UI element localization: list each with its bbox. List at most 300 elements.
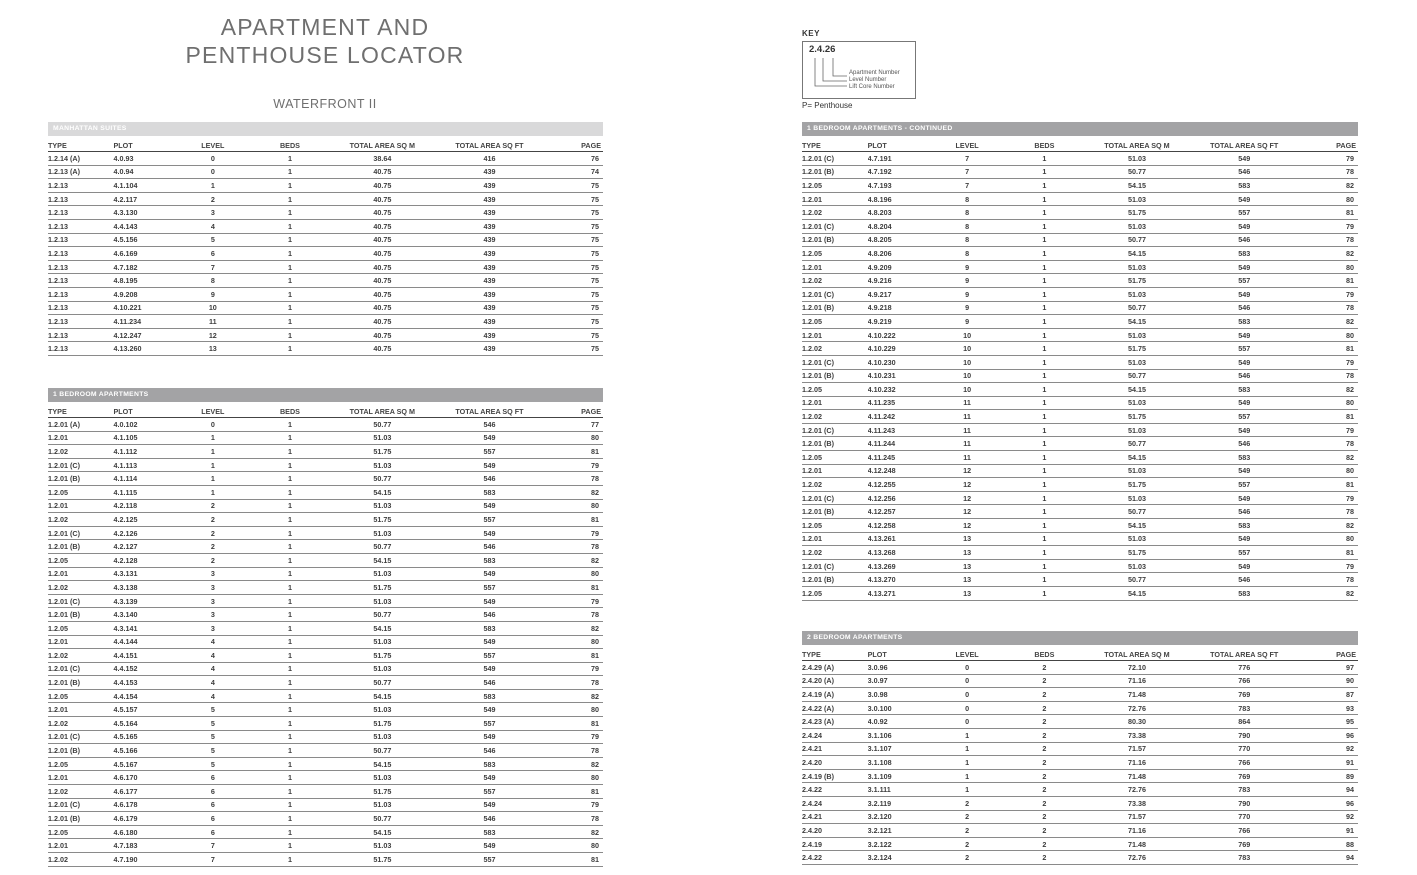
cell-level: 7: [930, 179, 1003, 193]
cell-plot: 4.3.140: [113, 608, 176, 622]
cell-type: 1.2.13: [48, 274, 113, 288]
cell-level: 5: [176, 744, 249, 758]
cell-area-sqm: 51.03: [1085, 287, 1189, 301]
cell-type: 1.2.05: [802, 179, 868, 193]
cell-level: 2: [176, 540, 249, 554]
cell-area-sqft: 549: [434, 798, 544, 812]
cell-area-sqft: 549: [1189, 491, 1300, 505]
cell-beds: 1: [249, 717, 330, 731]
cell-plot: 4.9.217: [868, 287, 931, 301]
cell-area-sqft: 583: [434, 553, 544, 567]
cell-area-sqft: 766: [1189, 824, 1300, 838]
cell-plot: 4.7.193: [868, 179, 931, 193]
penthouse-note: P= Penthouse: [802, 101, 853, 110]
cell-plot: 4.1.113: [113, 458, 176, 472]
cell-level: 12: [930, 491, 1003, 505]
cell-type: 1.2.01 (C): [802, 287, 868, 301]
cell-level: 12: [930, 464, 1003, 478]
cell-page: 78: [545, 744, 603, 758]
cell-area-sqm: 50.77: [330, 472, 434, 486]
cell-area-sqm: 51.03: [330, 567, 434, 581]
cell-type: 1.2.01 (C): [48, 798, 113, 812]
cell-area-sqm: 50.77: [1085, 505, 1189, 519]
table-row: [48, 418, 603, 432]
cell-beds: 2: [1004, 783, 1085, 797]
table-row: [802, 328, 1358, 342]
cell-level: 10: [930, 342, 1003, 356]
cell-area-sqm: 40.75: [330, 165, 434, 179]
cell-type: 1.2.01 (B): [48, 812, 113, 826]
cell-level: 6: [176, 785, 249, 799]
cell-type: 2.4.22 (A): [802, 701, 868, 715]
cell-area-sqm: 54.15: [1085, 383, 1189, 397]
cell-page: 79: [1300, 355, 1358, 369]
cell-level: 10: [176, 301, 249, 315]
cell-type: 1.2.01 (B): [802, 165, 868, 179]
cell-level: 5: [176, 703, 249, 717]
cell-page: 87: [1300, 688, 1358, 702]
cell-type: 1.2.02: [802, 546, 868, 560]
cell-beds: 1: [249, 328, 330, 342]
cell-beds: 1: [249, 219, 330, 233]
cell-level: 2: [176, 499, 249, 513]
column-header-area-sqft: TOTAL AREA SQ FT: [434, 139, 544, 152]
cell-area-sqm: 51.03: [1085, 491, 1189, 505]
cell-type: 1.2.01 (B): [48, 676, 113, 690]
cell-plot: 4.13.260: [113, 342, 176, 356]
cell-plot: 4.2.125: [113, 513, 176, 527]
cell-plot: 3.1.111: [868, 783, 931, 797]
cell-plot: 4.10.221: [113, 301, 176, 315]
cell-plot: 3.1.106: [868, 728, 931, 742]
cell-beds: 1: [249, 621, 330, 635]
cell-area-sqft: 439: [434, 342, 544, 356]
cell-area-sqft: 557: [434, 649, 544, 663]
cell-area-sqm: 51.75: [1085, 478, 1189, 492]
cell-area-sqft: 766: [1189, 674, 1300, 688]
cell-type: 1.2.01 (B): [48, 608, 113, 622]
cell-plot: 4.11.235: [868, 396, 931, 410]
cell-area-sqm: 50.77: [1085, 233, 1189, 247]
table-row: [802, 559, 1358, 573]
cell-area-sqft: 549: [434, 594, 544, 608]
cell-beds: 1: [249, 287, 330, 301]
cell-area-sqft: 549: [1189, 355, 1300, 369]
cell-type: 1.2.13: [48, 301, 113, 315]
cell-page: 81: [545, 581, 603, 595]
table-row: [48, 567, 603, 581]
cell-type: 1.2.02: [802, 342, 868, 356]
cell-plot: 4.12.258: [868, 519, 931, 533]
cell-type: 1.2.01: [802, 464, 868, 478]
cell-beds: 1: [249, 757, 330, 771]
cell-area-sqm: 40.75: [330, 315, 434, 329]
cell-page: 77: [545, 418, 603, 432]
cell-beds: 1: [249, 165, 330, 179]
cell-area-sqft: 583: [1189, 519, 1300, 533]
cell-plot: 4.11.242: [868, 410, 931, 424]
cell-area-sqm: 71.48: [1085, 837, 1189, 851]
cell-page: 78: [545, 540, 603, 554]
cell-area-sqm: 51.03: [330, 499, 434, 513]
cell-area-sqft: 549: [434, 526, 544, 540]
cell-beds: 1: [249, 485, 330, 499]
cell-area-sqft: 546: [1189, 301, 1300, 315]
cell-type: 1.2.01: [48, 499, 113, 513]
cell-level: 6: [176, 771, 249, 785]
section-header: 1 BEDROOM APARTMENTS: [48, 388, 603, 402]
cell-page: 91: [1300, 824, 1358, 838]
cell-plot: 3.1.108: [868, 756, 931, 770]
cell-area-sqft: 439: [434, 165, 544, 179]
cell-beds: 1: [249, 553, 330, 567]
cell-page: 78: [1300, 301, 1358, 315]
cell-page: 81: [1300, 410, 1358, 424]
cell-area-sqft: 769: [1189, 837, 1300, 851]
cell-plot: 4.13.261: [868, 532, 931, 546]
table-row: [48, 635, 603, 649]
table-row: [802, 532, 1358, 546]
cell-page: 74: [545, 165, 603, 179]
cell-area-sqft: 557: [434, 581, 544, 595]
column-header-beds: BEDS: [1004, 648, 1085, 661]
cell-plot: 4.0.94: [113, 165, 176, 179]
cell-type: 1.2.05: [48, 689, 113, 703]
table-row: [802, 546, 1358, 560]
cell-area-sqft: 439: [434, 287, 544, 301]
table-row: [802, 315, 1358, 329]
cell-beds: 1: [249, 703, 330, 717]
cell-beds: 2: [1004, 851, 1085, 865]
cell-page: 81: [545, 445, 603, 459]
cell-plot: 4.3.141: [113, 621, 176, 635]
cell-area-sqm: 50.77: [330, 676, 434, 690]
table-row: [802, 451, 1358, 465]
cell-page: 75: [545, 342, 603, 356]
cell-level: 1: [176, 485, 249, 499]
cell-beds: 1: [1004, 464, 1085, 478]
cell-area-sqft: 557: [1189, 206, 1300, 220]
cell-type: 2.4.23 (A): [802, 715, 868, 729]
cell-plot: 4.1.112: [113, 445, 176, 459]
cell-plot: 4.10.231: [868, 369, 931, 383]
cell-plot: 4.13.268: [868, 546, 931, 560]
cell-beds: 1: [249, 247, 330, 261]
cell-type: 1.2.01: [802, 396, 868, 410]
cell-level: 13: [176, 342, 249, 356]
table-row: [48, 152, 603, 166]
table-row: [48, 274, 603, 288]
cell-level: 6: [176, 812, 249, 826]
cell-level: 12: [930, 478, 1003, 492]
cell-level: 1: [176, 431, 249, 445]
cell-level: 13: [930, 532, 1003, 546]
cell-area-sqft: 790: [1189, 728, 1300, 742]
column-header-plot: PLOT: [868, 648, 931, 661]
cell-area-sqft: 583: [434, 485, 544, 499]
cell-page: 79: [545, 458, 603, 472]
cell-level: 6: [176, 825, 249, 839]
cell-beds: 1: [249, 676, 330, 690]
cell-level: 7: [930, 152, 1003, 166]
cell-area-sqft: 549: [434, 567, 544, 581]
cell-type: 1.2.01 (B): [802, 437, 868, 451]
cell-page: 81: [545, 853, 603, 867]
cell-page: 78: [1300, 233, 1358, 247]
cell-plot: 4.8.205: [868, 233, 931, 247]
cell-area-sqm: 40.75: [330, 206, 434, 220]
cell-area-sqft: 549: [434, 499, 544, 513]
cell-area-sqm: 40.75: [330, 192, 434, 206]
column-header-page: PAGE: [545, 139, 603, 152]
cell-level: 5: [176, 757, 249, 771]
cell-page: 78: [1300, 165, 1358, 179]
cell-plot: 4.8.203: [868, 206, 931, 220]
table-row: [48, 540, 603, 554]
cell-type: 2.4.29 (A): [802, 661, 868, 675]
cell-level: 8: [930, 206, 1003, 220]
cell-area-sqm: 50.77: [330, 540, 434, 554]
cell-beds: 1: [1004, 491, 1085, 505]
cell-area-sqm: 50.77: [1085, 301, 1189, 315]
cell-area-sqm: 50.77: [1085, 165, 1189, 179]
table-row: [802, 519, 1358, 533]
cell-plot: 3.0.97: [868, 674, 931, 688]
table-row: [48, 472, 603, 486]
cell-page: 75: [545, 192, 603, 206]
cell-level: 12: [930, 519, 1003, 533]
cell-plot: 4.4.152: [113, 662, 176, 676]
table-row: [48, 771, 603, 785]
cell-type: 1.2.13: [48, 192, 113, 206]
cell-type: 2.4.20: [802, 824, 868, 838]
cell-type: 1.2.13: [48, 206, 113, 220]
cell-type: 1.2.01 (B): [802, 233, 868, 247]
cell-level: 1: [176, 445, 249, 459]
cell-level: 8: [930, 219, 1003, 233]
cell-type: 1.2.01 (B): [48, 472, 113, 486]
cell-plot: 4.8.195: [113, 274, 176, 288]
table-row: [48, 445, 603, 459]
cell-area-sqm: 51.75: [330, 717, 434, 731]
key-line-apartment: Apartment Number: [849, 70, 900, 76]
cell-page: 81: [545, 717, 603, 731]
cell-beds: 1: [249, 472, 330, 486]
table-row: [802, 437, 1358, 451]
table-row: [48, 785, 603, 799]
cell-level: 9: [176, 287, 249, 301]
cell-type: 1.2.05: [48, 825, 113, 839]
cell-area-sqft: 546: [434, 608, 544, 622]
cell-beds: 1: [249, 785, 330, 799]
cell-beds: 1: [1004, 478, 1085, 492]
column-header-plot: PLOT: [113, 139, 176, 152]
cell-plot: 4.1.115: [113, 485, 176, 499]
cell-area-sqm: 51.03: [1085, 559, 1189, 573]
column-header-level: LEVEL: [176, 405, 249, 418]
cell-area-sqft: 546: [1189, 165, 1300, 179]
cell-page: 78: [545, 608, 603, 622]
cell-area-sqft: 546: [1189, 505, 1300, 519]
cell-page: 78: [1300, 437, 1358, 451]
cell-area-sqft: 546: [434, 744, 544, 758]
table-row: [48, 206, 603, 220]
table-row: [48, 431, 603, 445]
cell-type: 1.2.01: [48, 771, 113, 785]
cell-plot: 4.3.139: [113, 594, 176, 608]
column-header-page: PAGE: [545, 405, 603, 418]
cell-beds: 1: [1004, 192, 1085, 206]
cell-type: 1.2.02: [802, 410, 868, 424]
cell-area-sqft: 557: [1189, 410, 1300, 424]
cell-area-sqm: 51.03: [1085, 328, 1189, 342]
cell-level: 8: [176, 274, 249, 288]
cell-beds: 1: [249, 431, 330, 445]
table-row: [48, 676, 603, 690]
cell-page: 80: [1300, 532, 1358, 546]
cell-area-sqm: 54.15: [1085, 451, 1189, 465]
cell-area-sqm: 51.75: [330, 581, 434, 595]
cell-page: 79: [545, 526, 603, 540]
cell-area-sqm: 72.76: [1085, 783, 1189, 797]
cell-page: 82: [545, 757, 603, 771]
cell-level: 3: [176, 567, 249, 581]
cell-type: 1.2.01: [802, 192, 868, 206]
table-row: [802, 342, 1358, 356]
cell-beds: 1: [249, 744, 330, 758]
table-row: [48, 287, 603, 301]
cell-plot: 4.5.166: [113, 744, 176, 758]
cell-page: 82: [545, 621, 603, 635]
cell-area-sqm: 40.75: [330, 179, 434, 193]
cell-level: 10: [930, 328, 1003, 342]
cell-beds: 2: [1004, 756, 1085, 770]
cell-plot: 4.0.92: [868, 715, 931, 729]
cell-beds: 1: [249, 513, 330, 527]
table-row: [802, 152, 1358, 166]
cell-area-sqm: 51.75: [1085, 342, 1189, 356]
column-header-beds: BEDS: [249, 139, 330, 152]
table-row: [48, 594, 603, 608]
cell-plot: 3.2.122: [868, 837, 931, 851]
cell-beds: 2: [1004, 688, 1085, 702]
cell-area-sqm: 54.15: [330, 825, 434, 839]
cell-page: 82: [1300, 383, 1358, 397]
cell-page: 80: [545, 635, 603, 649]
cell-level: 0: [930, 688, 1003, 702]
table-row: [802, 756, 1358, 770]
key-diagram: [802, 41, 916, 99]
cell-beds: 1: [249, 233, 330, 247]
cell-plot: 4.2.126: [113, 526, 176, 540]
cell-page: 79: [1300, 219, 1358, 233]
cell-beds: 1: [1004, 369, 1085, 383]
table-row: [48, 260, 603, 274]
cell-area-sqft: 583: [1189, 315, 1300, 329]
cell-beds: 1: [249, 206, 330, 220]
cell-area-sqm: 71.16: [1085, 756, 1189, 770]
cell-area-sqm: 51.03: [1085, 152, 1189, 166]
table-row: [802, 192, 1358, 206]
table-row: [48, 513, 603, 527]
cell-type: 1.2.01: [48, 567, 113, 581]
cell-area-sqft: 546: [434, 676, 544, 690]
cell-type: 1.2.13: [48, 219, 113, 233]
cell-level: 12: [930, 505, 1003, 519]
cell-area-sqft: 557: [1189, 546, 1300, 560]
cell-level: 2: [176, 526, 249, 540]
cell-level: 9: [930, 260, 1003, 274]
cell-area-sqft: 439: [434, 328, 544, 342]
cell-area-sqm: 51.03: [1085, 192, 1189, 206]
cell-level: 6: [176, 247, 249, 261]
cell-plot: 4.2.128: [113, 553, 176, 567]
cell-page: 79: [1300, 287, 1358, 301]
cell-area-sqm: 50.77: [330, 418, 434, 432]
cell-beds: 1: [249, 812, 330, 826]
cell-level: 2: [176, 553, 249, 567]
table-row: [802, 796, 1358, 810]
cell-beds: 2: [1004, 674, 1085, 688]
cell-area-sqft: 557: [434, 513, 544, 527]
cell-area-sqft: 549: [1189, 219, 1300, 233]
column-header-page: PAGE: [1300, 139, 1358, 152]
cell-type: 1.2.02: [802, 206, 868, 220]
table-row: [48, 825, 603, 839]
cell-area-sqft: 549: [1189, 192, 1300, 206]
column-header-beds: BEDS: [249, 405, 330, 418]
column-header-type: TYPE: [48, 405, 113, 418]
cell-beds: 1: [1004, 179, 1085, 193]
cell-level: 4: [176, 662, 249, 676]
column-header-level: LEVEL: [176, 139, 249, 152]
cell-beds: 1: [249, 192, 330, 206]
table-row: [802, 423, 1358, 437]
cell-area-sqm: 40.75: [330, 287, 434, 301]
section-header: 1 BEDROOM APARTMENTS - CONTINUED: [802, 122, 1358, 136]
cell-area-sqm: 54.15: [1085, 519, 1189, 533]
cell-area-sqm: 54.15: [1085, 247, 1189, 261]
table-row: [802, 837, 1358, 851]
cell-area-sqm: 80.30: [1085, 715, 1189, 729]
cell-type: 1.2.13: [48, 315, 113, 329]
table-row: [48, 703, 603, 717]
cell-type: 1.2.01: [48, 431, 113, 445]
cell-type: 2.4.24: [802, 728, 868, 742]
cell-page: 82: [1300, 247, 1358, 261]
cell-level: 3: [176, 608, 249, 622]
cell-area-sqm: 51.03: [1085, 423, 1189, 437]
cell-level: 10: [930, 355, 1003, 369]
cell-beds: 2: [1004, 728, 1085, 742]
cell-area-sqm: 40.75: [330, 274, 434, 288]
cell-type: 2.4.21: [802, 810, 868, 824]
cell-beds: 1: [1004, 505, 1085, 519]
cell-area-sqm: 71.48: [1085, 688, 1189, 702]
cell-plot: 4.1.105: [113, 431, 176, 445]
table-row: [802, 274, 1358, 288]
cell-plot: 4.10.230: [868, 355, 931, 369]
cell-type: 1.2.01 (B): [48, 744, 113, 758]
cell-beds: 1: [1004, 587, 1085, 601]
cell-page: 82: [1300, 179, 1358, 193]
cell-area-sqm: 40.75: [330, 301, 434, 315]
table-row: [48, 165, 603, 179]
cell-plot: 4.2.118: [113, 499, 176, 513]
table-row: [802, 165, 1358, 179]
cell-level: 9: [930, 287, 1003, 301]
cell-page: 75: [545, 315, 603, 329]
